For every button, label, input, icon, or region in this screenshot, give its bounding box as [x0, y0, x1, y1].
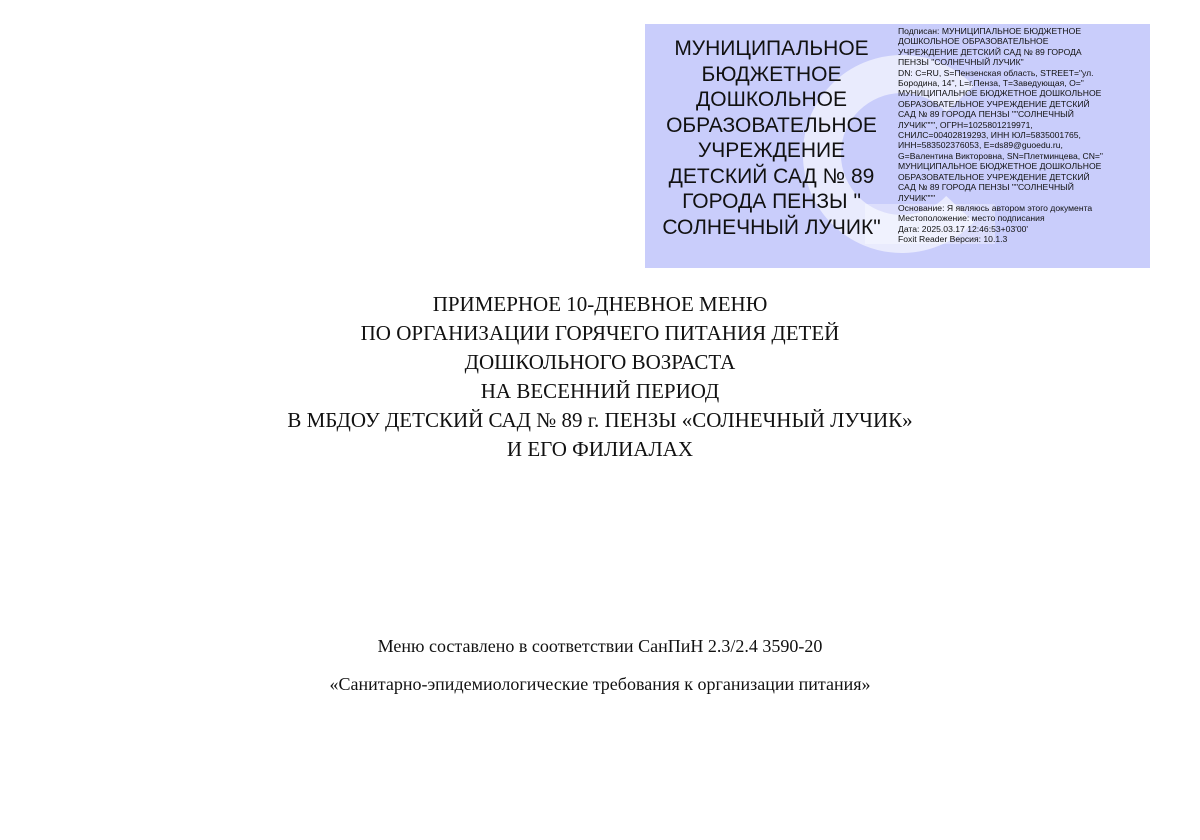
title-line: ПРИМЕРНОЕ 10-ДНЕВНОЕ МЕНЮ [432, 292, 768, 316]
stamp-org-line: МУНИЦИПАЛЬНОЕ [674, 37, 869, 60]
stamp-detail-line: ДОШКОЛЬНОЕ ОБРАЗОВАТЕЛЬНОЕ [898, 36, 1049, 47]
stamp-detail-line: МУНИЦИПАЛЬНОЕ БЮДЖЕТНОЕ ДОШКОЛЬНОЕ [898, 88, 1102, 99]
stamp-detail-line: ОБРАЗОВАТЕЛЬНОЕ УЧРЕЖДЕНИЕ ДЕТСКИЙ [898, 98, 1090, 109]
stamp-org-line: СОЛНЕЧНЫЙ ЛУЧИК" [662, 215, 881, 239]
regulation-title: «Санитарно-эпидемиологические требования к организации питания» [329, 674, 871, 694]
stamp-org-line: ГОРОДА ПЕНЗЫ " [682, 190, 861, 213]
stamp-detail-line: ЛУЧИК""" [898, 192, 936, 203]
title-line: НА ВЕСЕННИЙ ПЕРИОД [480, 379, 720, 403]
stamp-org-line: УЧРЕЖДЕНИЕ [697, 139, 846, 162]
digital-signature-stamp [645, 24, 1150, 268]
stamp-detail-line: ПЕНЗЫ "СОЛНЕЧНЫЙ ЛУЧИК" [898, 57, 1024, 68]
stamp-detail-line: G=Валентина Викторовна, SN=Плетминцева, CN=" [898, 150, 1103, 161]
stamp-detail-line: Foxit Reader Версия: 10.1.3 [898, 234, 1008, 245]
stamp-detail-line: СНИЛС=00402819293, ИНН ЮЛ=5835001765, [898, 130, 1081, 141]
title-line: И ЕГО ФИЛИАЛАХ [506, 437, 694, 461]
title-line: ПО ОРГАНИЗАЦИИ ГОРЯЧЕГО ПИТАНИЯ ДЕТЕЙ [360, 321, 840, 345]
stamp-org-line: ДОШКОЛЬНОЕ [696, 88, 847, 111]
stamp-detail-line: Основание: Я являюсь автором этого документа [898, 202, 1093, 213]
compliance-statement: Меню составлено в соответствии СанПиН 2.3/2.4 3590-20 [377, 636, 823, 656]
stamp-org-line: БЮДЖЕТНОЕ [701, 62, 842, 86]
stamp-detail-line: МУНИЦИПАЛЬНОЕ БЮДЖЕТНОЕ ДОШКОЛЬНОЕ [898, 161, 1102, 172]
stamp-detail-line: Местоположение: место подписания [898, 213, 1045, 224]
stamp-org-line: ДЕТСКИЙ САД № 89 [668, 164, 875, 188]
stamp-detail-line: Подписан: МУНИЦИПАЛЬНОЕ БЮДЖЕТНОЕ [898, 26, 1082, 36]
stamp-detail-line: Бородина, 14", L=г.Пенза, T=Заведующая, O=" [898, 78, 1084, 89]
stamp-detail-line: DN: C=RU, S=Пензенская область, STREET="ул. [898, 67, 1094, 78]
stamp-signature-details [898, 26, 1148, 245]
title-line: ДОШКОЛЬНОГО ВОЗРАСТА [464, 350, 736, 374]
stamp-detail-line: САД № 89 ГОРОДА ПЕНЗЫ ""СОЛНЕЧНЫЙ [898, 109, 1074, 120]
stamp-detail-line: ЛУЧИК""", ОГРН=1025801219971, [898, 119, 1033, 130]
stamp-organization-name [645, 36, 898, 240]
stamp-org-line: ОБРАЗОВАТЕЛЬНОЕ [666, 113, 877, 137]
stamp-detail-line: УЧРЕЖДЕНИЕ ДЕТСКИЙ САД № 89 ГОРОДА [898, 46, 1082, 57]
stamp-detail-line: ОБРАЗОВАТЕЛЬНОЕ УЧРЕЖДЕНИЕ ДЕТСКИЙ [898, 171, 1090, 182]
document-title [0, 290, 1200, 464]
title-line: В МБДОУ ДЕТСКИЙ САД № 89 г. ПЕНЗЫ «СОЛНЕЧНЫЙ ЛУЧИК» [287, 408, 913, 432]
stamp-detail-line: САД № 89 ГОРОДА ПЕНЗЫ ""СОЛНЕЧНЫЙ [898, 182, 1074, 193]
stamp-detail-line: ИНН=583502376053, E=ds89@guoedu.ru, [898, 140, 1063, 151]
stamp-detail-line: Дата: 2025.03.17 12:46:53+03'00' [898, 223, 1029, 234]
